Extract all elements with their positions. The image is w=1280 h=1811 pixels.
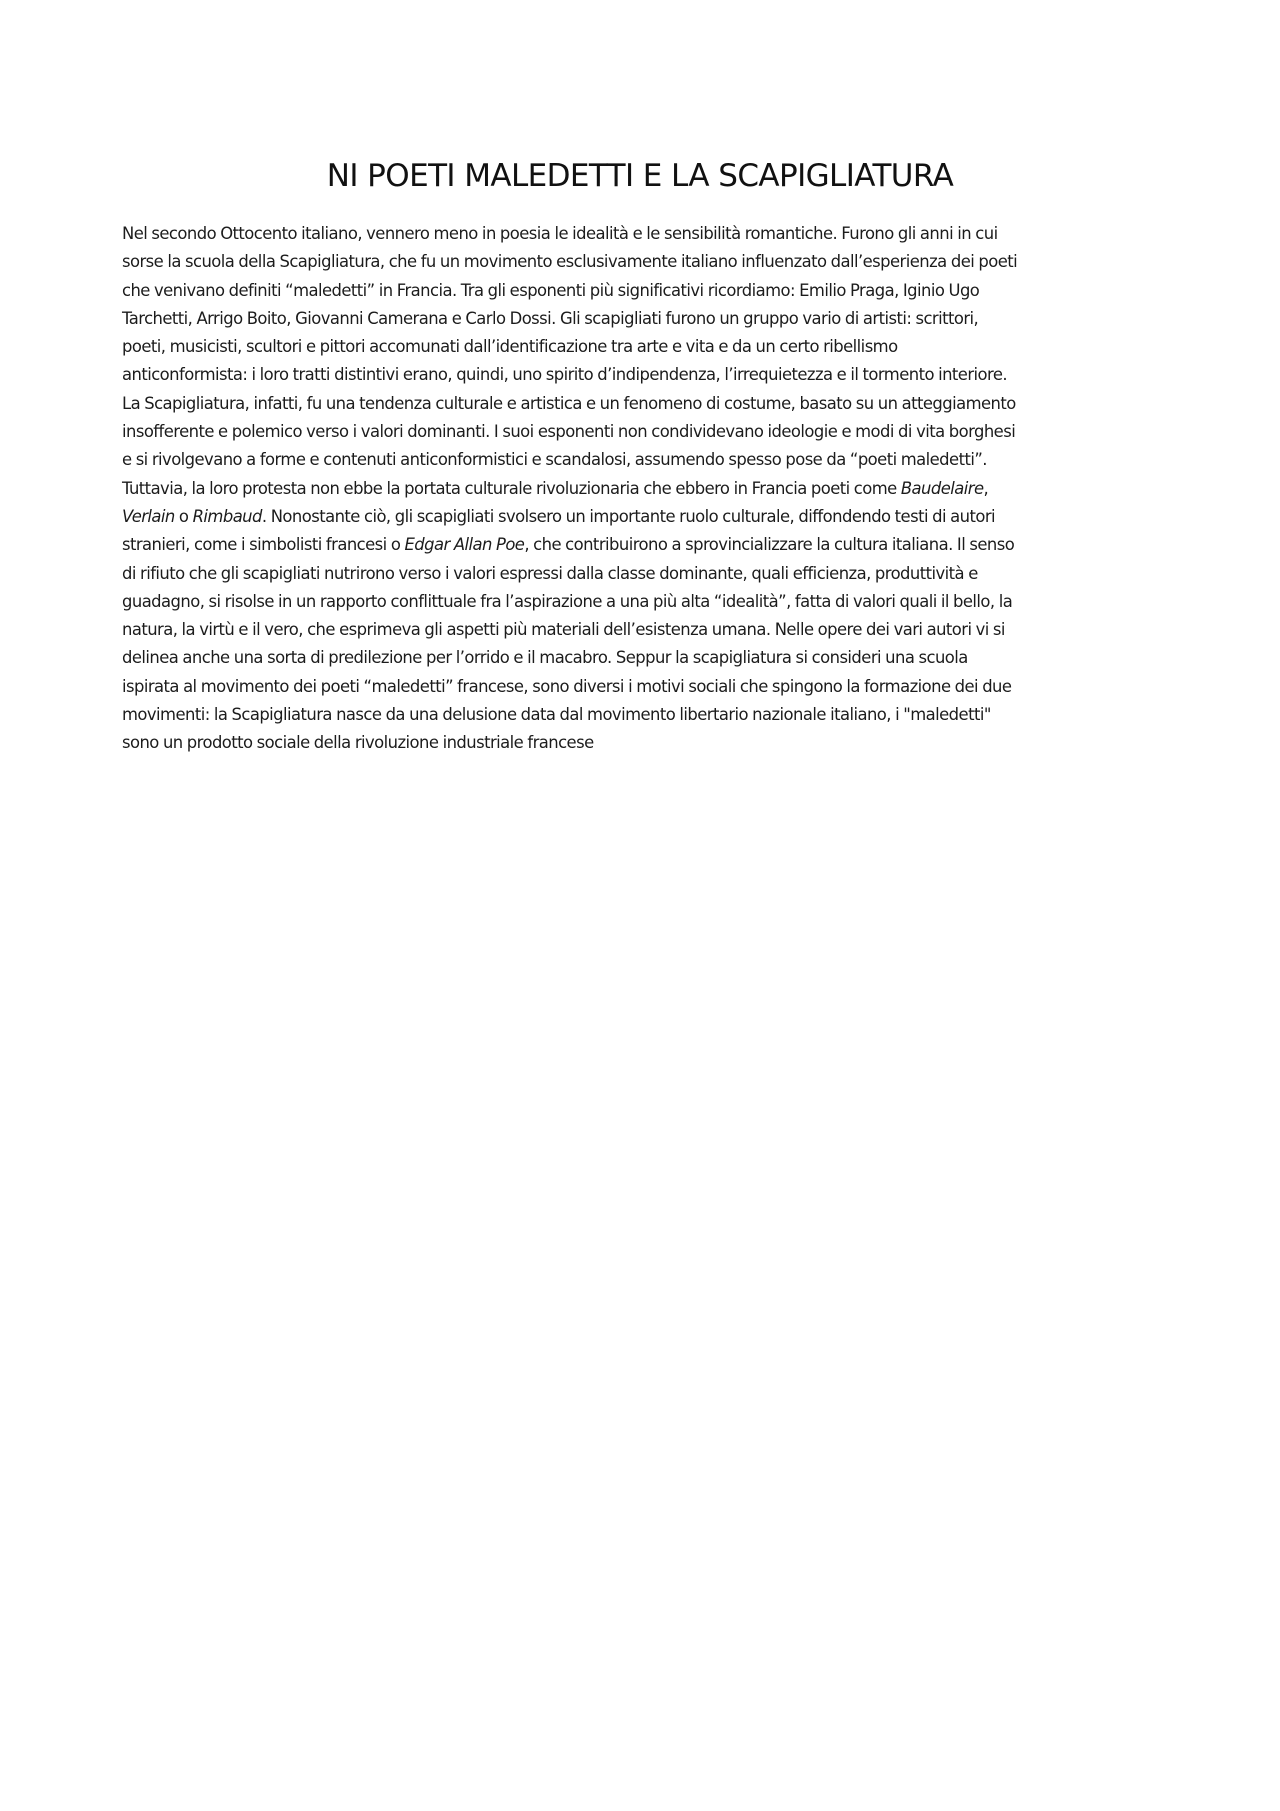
body-paragraph: [122, 220, 1172, 758]
author-name-verlain: Verlain: [122, 506, 175, 526]
paragraph-line: stranieri, come i simbolisti francesi o Edgar Allan Poe, che contribuirono a sprovincializzare la cultura italiana. Il senso: [122, 535, 1015, 555]
paragraph-line: insofferente e polemico verso i valori dominanti. I suoi esponenti non condividevano ideologie e modi di vita borghesi: [122, 422, 1016, 442]
paragraph-line: che venivano definiti “maledetti” in Francia. Tra gli esponenti più significativi ricordiamo: Emilio Praga, Iginio Ugo: [122, 280, 980, 300]
paragraph-line: guadagno, si risolse in un rapporto conflittuale fra l’aspirazione a una più alta “idealità”, fatta di valori quali il bello, la: [122, 591, 1013, 611]
document-title: NI POETI MALEDETTI E LA SCAPIGLIATURA: [326, 158, 954, 194]
paragraph-line: natura, la virtù e il vero, che esprimeva gli aspetti più materiali dell’esistenza umana. Nelle opere dei vari autori vi si: [122, 620, 1005, 640]
paragraph-line: movimenti: la Scapigliatura nasce da una delusione data dal movimento libertario nazionale italiano, i "maledetti": [122, 705, 991, 725]
paragraph-line: ispirata al movimento dei poeti “maledetti” francese, sono diversi i motivi sociali che spingono la formazione dei due: [122, 676, 1012, 696]
paragraph-line: Tarchetti, Arrigo Boito, Giovanni Camerana e Carlo Dossi. Gli scapigliati furono un gruppo vario di artisti: scrittori,: [122, 308, 979, 328]
paragraph-line: Nel secondo Ottocento italiano, vennero meno in poesia le idealità e le sensibilità romantiche. Furono gli anni in cui: [122, 224, 998, 243]
paragraph-line: anticonformista: i loro tratti distintivi erano, quindi, uno spirito d’indipendenza, l’irrequietezza e il tormento interiore.: [122, 365, 1008, 385]
paragraph-line: Tuttavia, la loro protesta non ebbe la portata culturale rivoluzionaria che ebbero in Francia poeti come Baudelaire,: [122, 478, 989, 498]
paragraph-line: di rifiuto che gli scapigliati nutrirono verso i valori espressi dalla classe dominante, quali efficienza, produttività e: [122, 563, 978, 583]
paragraph-line: sorse la scuola della Scapigliatura, che fu un movimento esclusivamente italiano influenzato dall’esperienza dei poeti: [122, 252, 1018, 272]
paragraph-line: e si rivolgevano a forme e contenuti anticonformistici e scandalosi, assumendo spesso pose da “poeti maledetti”.: [122, 450, 987, 470]
paragraph-line: poeti, musicisti, scultori e pittori accomunati dall’identificazione tra arte e vita e da un certo ribellismo: [122, 337, 898, 357]
paragraph-line: delinea anche una sorta di predilezione per l’orrido e il macabro. Seppur la scapigliatura si consideri una scuola: [122, 648, 968, 668]
author-name-poe: Edgar Allan Poe: [404, 535, 525, 555]
paragraph-line: La Scapigliatura, infatti, fu una tendenza culturale e artistica e un fenomeno di costume, basato su un atteggiamento: [122, 393, 1016, 413]
author-name-rimbaud: Rimbaud: [192, 506, 262, 526]
paragraph-line: sono un prodotto sociale della rivoluzione industriale francese: [122, 733, 594, 753]
paragraph-line: Verlain o Rimbaud. Nonostante ciò, gli scapigliati svolsero un importante ruolo culturale, diffondendo testi di autori: [122, 506, 996, 526]
author-name-baudelaire: Baudelaire: [900, 478, 984, 498]
